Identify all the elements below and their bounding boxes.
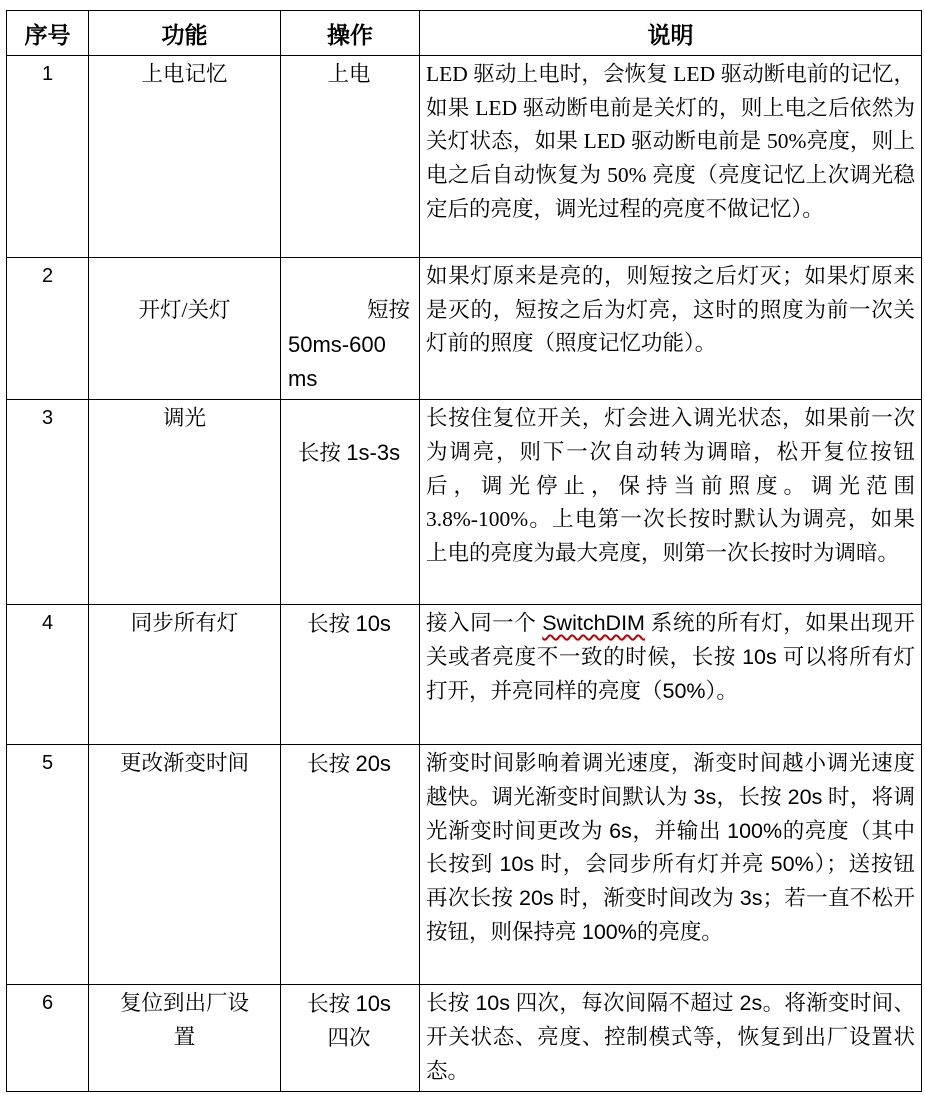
seq-cell <box>7 400 89 605</box>
seq-number: 3 <box>41 407 54 430</box>
description-segment: 长按 <box>426 991 476 1016</box>
operation-cell <box>281 400 420 605</box>
function-label: 上电记忆 <box>141 62 228 86</box>
description-segment: 。将渐变时间、开关状态、亮度、控制模式等，恢复到出厂设置状态。 <box>426 991 915 1083</box>
operation-text: 10s <box>355 991 391 1017</box>
description-segment: ）。 <box>705 678 738 703</box>
description-cell <box>420 400 922 605</box>
description-segment: 系统的所有灯，如果出现开关或者亮度不一致的时候，长按 <box>426 611 915 669</box>
function-label: 调光 <box>162 406 206 431</box>
operation-cell <box>281 745 420 985</box>
seq-number: 2 <box>41 265 54 287</box>
description-segment: 如果灯原来是亮的，则短按之后灯灭；如果灯原来是灭的，短按之后为灯亮，这时的照度为前一次关灯前的照度（照度记忆功能）。 <box>426 264 915 356</box>
description-segment: 10s <box>475 991 510 1016</box>
operation-text: ms <box>288 366 318 392</box>
description-cell <box>420 985 922 1092</box>
seq-number: 4 <box>41 612 54 635</box>
operation-cell <box>281 985 420 1092</box>
description-segment: 长按住复位开关，灯会进入调光状态，如果前一次为调亮，则下一次自动转为调暗，松开复位按钮后，调光停止，保持当前照度。调光范围 3.8%-100%。上电第一次长按时默认为调亮，如果上电的亮度为最大亮度，则第一次长按时为调暗。 <box>426 406 915 565</box>
function-cell <box>89 745 281 985</box>
description-segment: 100% <box>581 919 637 944</box>
operation-line <box>288 362 410 397</box>
seq-number: 5 <box>41 752 54 775</box>
function-table-wrapper <box>6 10 922 1092</box>
description-segment: 时，渐变时间改为 <box>553 885 740 910</box>
operation-line <box>288 1022 410 1056</box>
description-text <box>426 260 915 361</box>
operation-text: 50ms-600 <box>288 331 386 357</box>
description-text <box>426 987 915 1088</box>
operation-text: 短按 <box>366 298 410 322</box>
description-text <box>426 58 915 227</box>
description-cell <box>420 258 922 400</box>
operation-cell <box>281 605 420 745</box>
description-segment: 6s <box>609 818 632 843</box>
operation-line <box>288 436 410 471</box>
description-segment: 20s <box>519 885 554 910</box>
operation-text: 上电 <box>327 62 371 86</box>
table-row <box>7 985 922 1092</box>
description-segment: 接入同一个 <box>426 611 543 636</box>
operation-line <box>288 58 410 92</box>
description-segment: 的亮度。 <box>636 919 723 944</box>
function-label: 开灯/关灯 <box>138 298 231 322</box>
operation-text: 20s <box>355 751 391 777</box>
seq-number: 6 <box>41 992 54 1015</box>
operation-cell <box>281 258 420 400</box>
table-header <box>7 11 922 56</box>
description-segment: 时，会同步所有灯并亮 <box>534 852 771 877</box>
description-segment: 10s <box>742 644 777 669</box>
table-row <box>7 56 922 258</box>
spellcheck-flagged-word: SwitchDIM <box>542 611 645 636</box>
description-segment: 四次，每次间隔不超过 <box>510 991 740 1016</box>
operation-text: 长按 <box>297 441 347 466</box>
description-segment: 50% <box>662 678 706 703</box>
seq-cell <box>7 745 89 985</box>
operation-line <box>288 987 410 1022</box>
operation-text: 长按 <box>307 752 356 777</box>
function-cell <box>89 258 281 400</box>
description-segment: 20s <box>787 784 823 809</box>
operation-text: 长按 <box>307 992 356 1017</box>
description-segment: 的亮度（其中长按到 <box>426 818 915 877</box>
description-segment: 100% <box>727 818 783 843</box>
seq-cell <box>7 605 89 745</box>
seq-cell <box>7 985 89 1092</box>
description-segment: 可以将所有灯打开，并亮同样的亮度（ <box>426 644 915 703</box>
col-header-seq: 序号 <box>7 11 89 56</box>
description-cell <box>420 56 922 258</box>
description-segment: LED 驱动上电时，会恢复 LED 驱动断电前的记忆，如果 LED 驱动断电前是关灯的，则上电之后依然为关灯状态，如果 LED 驱动断电前是 50%亮度，则上电之后自动恢复为 50% 亮度（亮度记忆上次调光稳定后的亮度，调光过程的亮度不做记忆）。 <box>426 62 915 221</box>
function-label: 置 <box>173 1024 196 1049</box>
table-row <box>7 745 922 985</box>
description-text <box>426 402 915 571</box>
seq-cell <box>7 258 89 400</box>
table-row <box>7 258 922 400</box>
operation-line <box>288 607 410 642</box>
table-row <box>7 605 922 745</box>
description-cell <box>420 745 922 985</box>
function-cell <box>89 985 281 1092</box>
operation-line <box>288 328 410 363</box>
seq-number: 1 <box>41 63 54 85</box>
col-header-description: 说明 <box>420 11 922 56</box>
function-label: 复位到出厂设 <box>119 991 249 1016</box>
description-segment: 时，将调光渐变时间更改为 <box>426 784 915 843</box>
operation-text: 长按 <box>307 612 356 637</box>
operation-cell <box>281 56 420 258</box>
description-segment: ，并输出 <box>631 818 728 843</box>
description-segment: ）；送按钮再次长按 <box>426 852 915 910</box>
description-text <box>426 607 915 708</box>
description-segment: 10s <box>499 852 535 877</box>
operation-line <box>288 294 410 328</box>
function-cell <box>89 56 281 258</box>
description-segment: ，长按 <box>716 784 788 809</box>
table-body <box>7 56 922 1092</box>
operation-line <box>288 747 410 782</box>
function-table <box>6 10 922 1092</box>
seq-cell <box>7 56 89 258</box>
function-label: 更改渐变时间 <box>119 751 249 776</box>
table-row <box>7 400 922 605</box>
description-segment: 50% <box>770 852 814 877</box>
description-segment: 2s <box>739 991 763 1016</box>
operation-text: 1s-3s <box>346 440 401 466</box>
description-cell <box>420 605 922 745</box>
operation-text: 四次 <box>327 1025 371 1050</box>
description-segment: 3s <box>739 885 763 910</box>
header-row <box>7 11 922 56</box>
description-text <box>426 747 915 949</box>
operation-text: 10s <box>355 611 391 637</box>
col-header-function: 功能 <box>89 11 281 56</box>
function-label: 同步所有灯 <box>130 611 239 636</box>
function-cell <box>89 400 281 605</box>
function-cell <box>89 605 281 745</box>
description-segment: 渐变时间影响着调光速度，渐变时间越小调光速度越快。调光渐变时间默认为 <box>426 751 915 809</box>
col-header-operation: 操作 <box>281 11 420 56</box>
description-segment: 3s <box>693 784 717 809</box>
description-segment: ；若一直不松开按钮，则保持亮 <box>426 885 915 944</box>
